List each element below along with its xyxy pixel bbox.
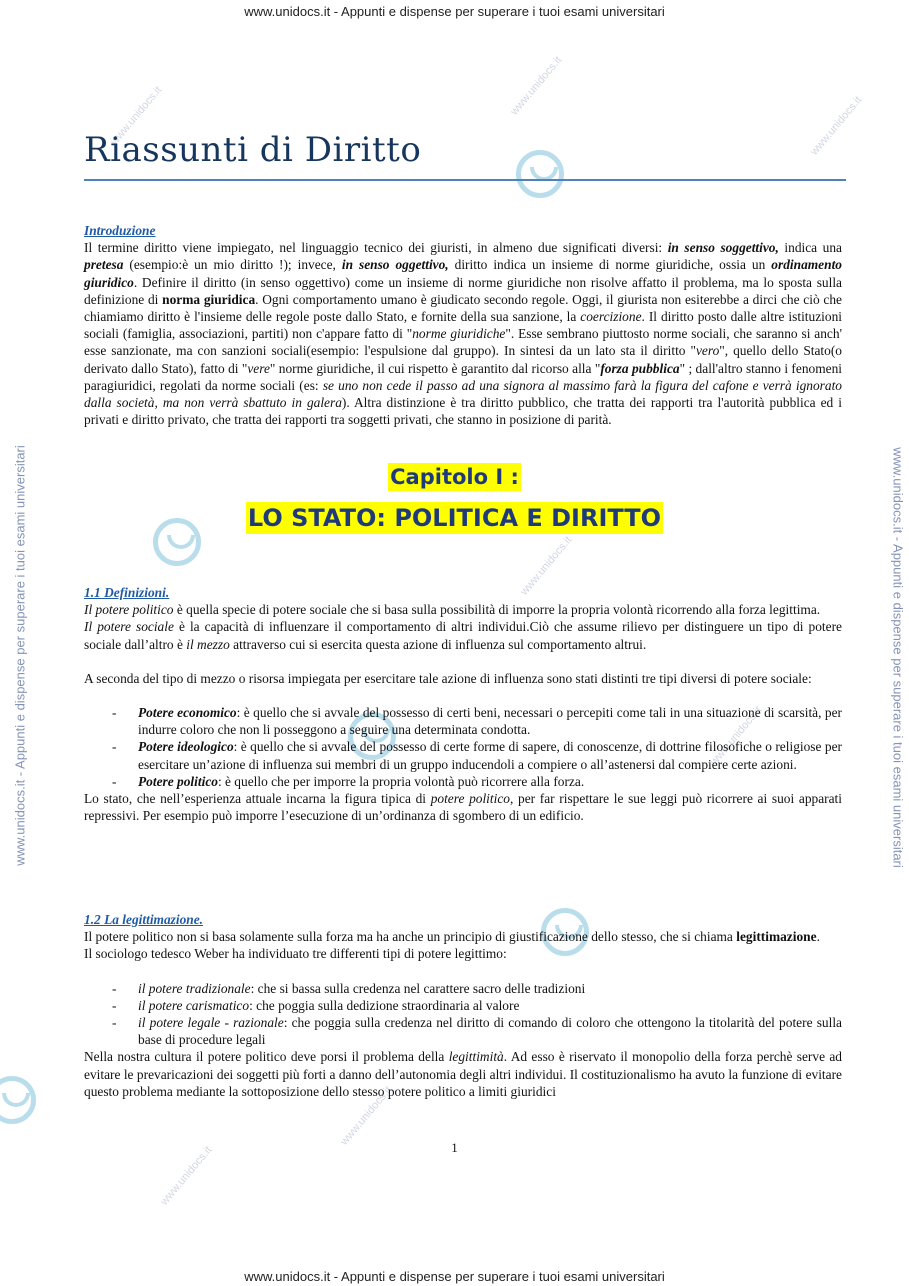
watermark-faint: www.unidocs.it [518, 534, 575, 598]
paragraph [84, 945, 842, 962]
text-run: il potere legale - razionale [138, 1015, 284, 1031]
text-run: Il sociologo tedesco Weber ha individuato tre differenti tipi di potere legittimo: [84, 946, 507, 962]
text-run: diritto indica un insieme di norme giuridiche, ossia un [448, 257, 772, 273]
text-run: Il potere politico [84, 602, 174, 618]
section-heading: 1.1 Definizioni. [84, 585, 170, 600]
text-run: A seconda del tipo di mezzo o risorsa impiegata per esercitare tale azione di influenza sono stati distinti tre tipi diversi di potere sociale: [84, 670, 812, 686]
watermark-banner-bottom: www.unidocs.it - Appunti e dispense per superare i tuoi esami universitari [244, 1269, 665, 1284]
text-run: , per far rispettare le sue leggi può ricorrere ai suoi apparati repressivi. Per esempio può imporre l’esecuzione di un’ordinanza di sgombero di un edificio. [84, 791, 842, 824]
chapter-title: LO STATO: POLITICA E DIRITTO [247, 504, 662, 532]
paragraph [84, 670, 842, 687]
watermark-side-left: www.unidocs.it - Appunti e dispense per superare i tuoi esami universitari [12, 445, 28, 866]
section-heading: 1.2 La legittimazione. [84, 912, 204, 927]
chapter-label: Capitolo I : [390, 465, 519, 489]
watermark-logo-icon [516, 150, 564, 198]
list-item [84, 997, 842, 1014]
text-run: : è quello che si avvale del possesso di certe forme di sapere, di conoscenze, di dottrine filosofiche o religiose per esercitare un’azione di influenza sui membri di un gruppo inducendoli a compiere o all’astenersi dal compiere certe azioni. [138, 739, 842, 772]
watermark-side-right: www.unidocs.it - Appunti e dispense per superare i tuoi esami universitari [890, 447, 906, 868]
intro-section [84, 222, 842, 428]
watermark-faint: www.unidocs.it [108, 84, 165, 148]
list-item [84, 773, 842, 790]
text-run: legittimazione [736, 929, 817, 945]
text-run: . [816, 929, 820, 945]
text-run: : che poggia sulla credenza nel diritto di comando di coloro che ottengono la titolarità del potere sulla base di procedure legali [138, 1015, 842, 1048]
list-item [84, 704, 842, 738]
text-run: Potere ideologico [138, 739, 234, 755]
text-run: ". Esse sembrano piuttosto norme sociali, che saranno si anch' esse sanzionate, ma con sanzioni sociali(esempio: l'espulsione dal gruppo). In sintesi da un lato sta il diritto " [84, 326, 842, 359]
list-item [84, 980, 842, 997]
text-run: norma giuridica [162, 291, 256, 307]
watermark-faint: www.unidocs.it [508, 54, 565, 118]
paragraph [84, 1048, 842, 1100]
text-run: il potere tradizionale [138, 980, 251, 996]
watermark-banner-top: www.unidocs.it - Appunti e dispense per superare i tuoi esami universitari [244, 4, 665, 19]
text-run: in senso soggettivo, [667, 240, 779, 256]
text-run: il mezzo [186, 636, 230, 652]
text-run: : che si bassa sulla credenza nel carattere sacro delle tradizioni [250, 980, 586, 996]
text-run: ). Altra distinzione è tra diritto pubblico, che tratta dei rapporti tra l'autorità pubblica ed i privati e diritto privato, che tratta dei rapporti tra soggetti privati, che stanno in posizione di parità. [84, 395, 842, 428]
text-run: se uno non cede il passo ad una signora al massimo farà la figura del cafone e verrà ignorato dalla società, ma non verrà sbattuto in galera [84, 377, 842, 411]
text-run: Potere economico [138, 705, 237, 721]
paragraph [84, 601, 842, 618]
text-run: (esempio:è un mio diritto !); invece, [123, 257, 342, 273]
list-item [84, 1014, 842, 1048]
paragraph [84, 928, 842, 945]
intro-paragraph [84, 239, 842, 428]
text-run: : che poggia sulla dedizione straordinaria al valore [249, 997, 520, 1013]
text-run: : è quello che si avvale del possesso di certi beni, necessari o percepiti come tali in una situazione di scarsità, per indurre coloro che non li posseggono a seguire una determinata condotta. [138, 705, 842, 738]
page-number: 1 [451, 1140, 458, 1155]
text-run: indica una [778, 240, 843, 256]
list-potere-legittimo [84, 980, 842, 1049]
text-run: " norme giuridiche, il cui rispetto è garantito dal ricorso alla " [269, 360, 601, 376]
text-run: Il potere politico non si basa solamente sulla forza ma ha anche un principio di giustificazione dello stesso, che si chiama [84, 929, 737, 945]
text-run: attraverso cui si esercita questa azione di influenza sul comportamento altrui. [229, 636, 647, 652]
text-run: forza pubblica [600, 360, 680, 376]
text-run: potere politico [430, 791, 510, 807]
text-run: Il termine diritto viene impiegato, nel linguaggio tecnico dei giuristi, in almeno due significati diversi: [84, 240, 668, 256]
text-run: il potere carismatico [138, 997, 250, 1013]
text-run: . Definire il diritto (in senso oggettivo) come un insieme di norme giuridiche non risolve affatto il problema, ma lo sposta sulla definizione di [84, 274, 842, 307]
text-run: ordinamento giuridico [84, 257, 842, 290]
text-run: norme giuridiche [412, 326, 506, 342]
watermark-faint: www.unidocs.it [808, 94, 865, 158]
section-definizioni [84, 584, 842, 824]
watermark-logo-icon [0, 1076, 36, 1124]
text-run: Nella nostra cultura il potere politico deve porsi il problema della [84, 1049, 449, 1065]
title-rule [84, 179, 846, 181]
text-run: : è quello che per imporre la propria volontà può ricorrere alla forza. [217, 773, 585, 789]
text-run: legittimità [448, 1049, 504, 1065]
paragraph [84, 790, 842, 824]
text-run: . Ad esso è riservato il monopolio della forza perchè serve ad evitare le prevaricazioni dei soggetti più forti a danno dell’autonomia degli altri individui. Il costituzionalismo ha avuto la funzione di evitare questo problema mediante la sottoposizione dello stesso potere politico a limiti giuridici [84, 1049, 843, 1099]
text-run: Il potere sociale [84, 619, 174, 635]
text-run: . Ogni comportamento umano è giudicato secondo regole. Oggi, il giurista non esiterebbe a dirci che ciò che chiamiamo diritto è l'insieme delle regole poste dallo Stato, e fornite della sua sanzione, la [84, 291, 842, 325]
text-run: . Il diritto posto dalle altre istituzioni sociali (famiglia, associazioni, partiti) non c'appare fatto di " [84, 309, 842, 342]
text-run: " ; dall'altro stanno i fenomeni paragiuridici, regolati da norme sociali (es: [84, 360, 842, 393]
text-run: coercizione [580, 309, 642, 325]
watermark-faint: www.unidocs.it [338, 1084, 395, 1148]
watermark-faint: www.unidocs.it [158, 1144, 215, 1208]
text-run: Potere politico [138, 773, 218, 789]
paragraph [84, 618, 842, 652]
list-item [84, 738, 842, 772]
text-run: in senso oggettivo, [341, 257, 449, 273]
text-run: vere [247, 360, 270, 376]
text-run: è la capacità di influenzare il comportamento di altri individui.Ciò che assume rilievo per distinguere un tipo di potere sociale dall’altro è [84, 619, 842, 652]
text-run: ", quello dello Stato(o derivato dallo Stato), fatto di " [84, 343, 842, 376]
text-run: vero [695, 343, 720, 359]
list-potere-sociale [84, 704, 842, 790]
intro-heading: Introduzione [84, 223, 156, 238]
section-legittimazione [84, 911, 842, 1100]
watermark-faint: www.unidocs.it [708, 704, 765, 768]
text-run: pretesa [84, 257, 124, 273]
text-run: è quella specie di potere sociale che si basa sulla possibilità di imporre la propria volontà ricorrendo alla forza legittima. [173, 602, 821, 618]
text-run: Lo stato, che nell’esperienza attuale incarna la figura tipica di [84, 791, 431, 807]
document-title: Riassunti di Diritto [84, 130, 422, 170]
